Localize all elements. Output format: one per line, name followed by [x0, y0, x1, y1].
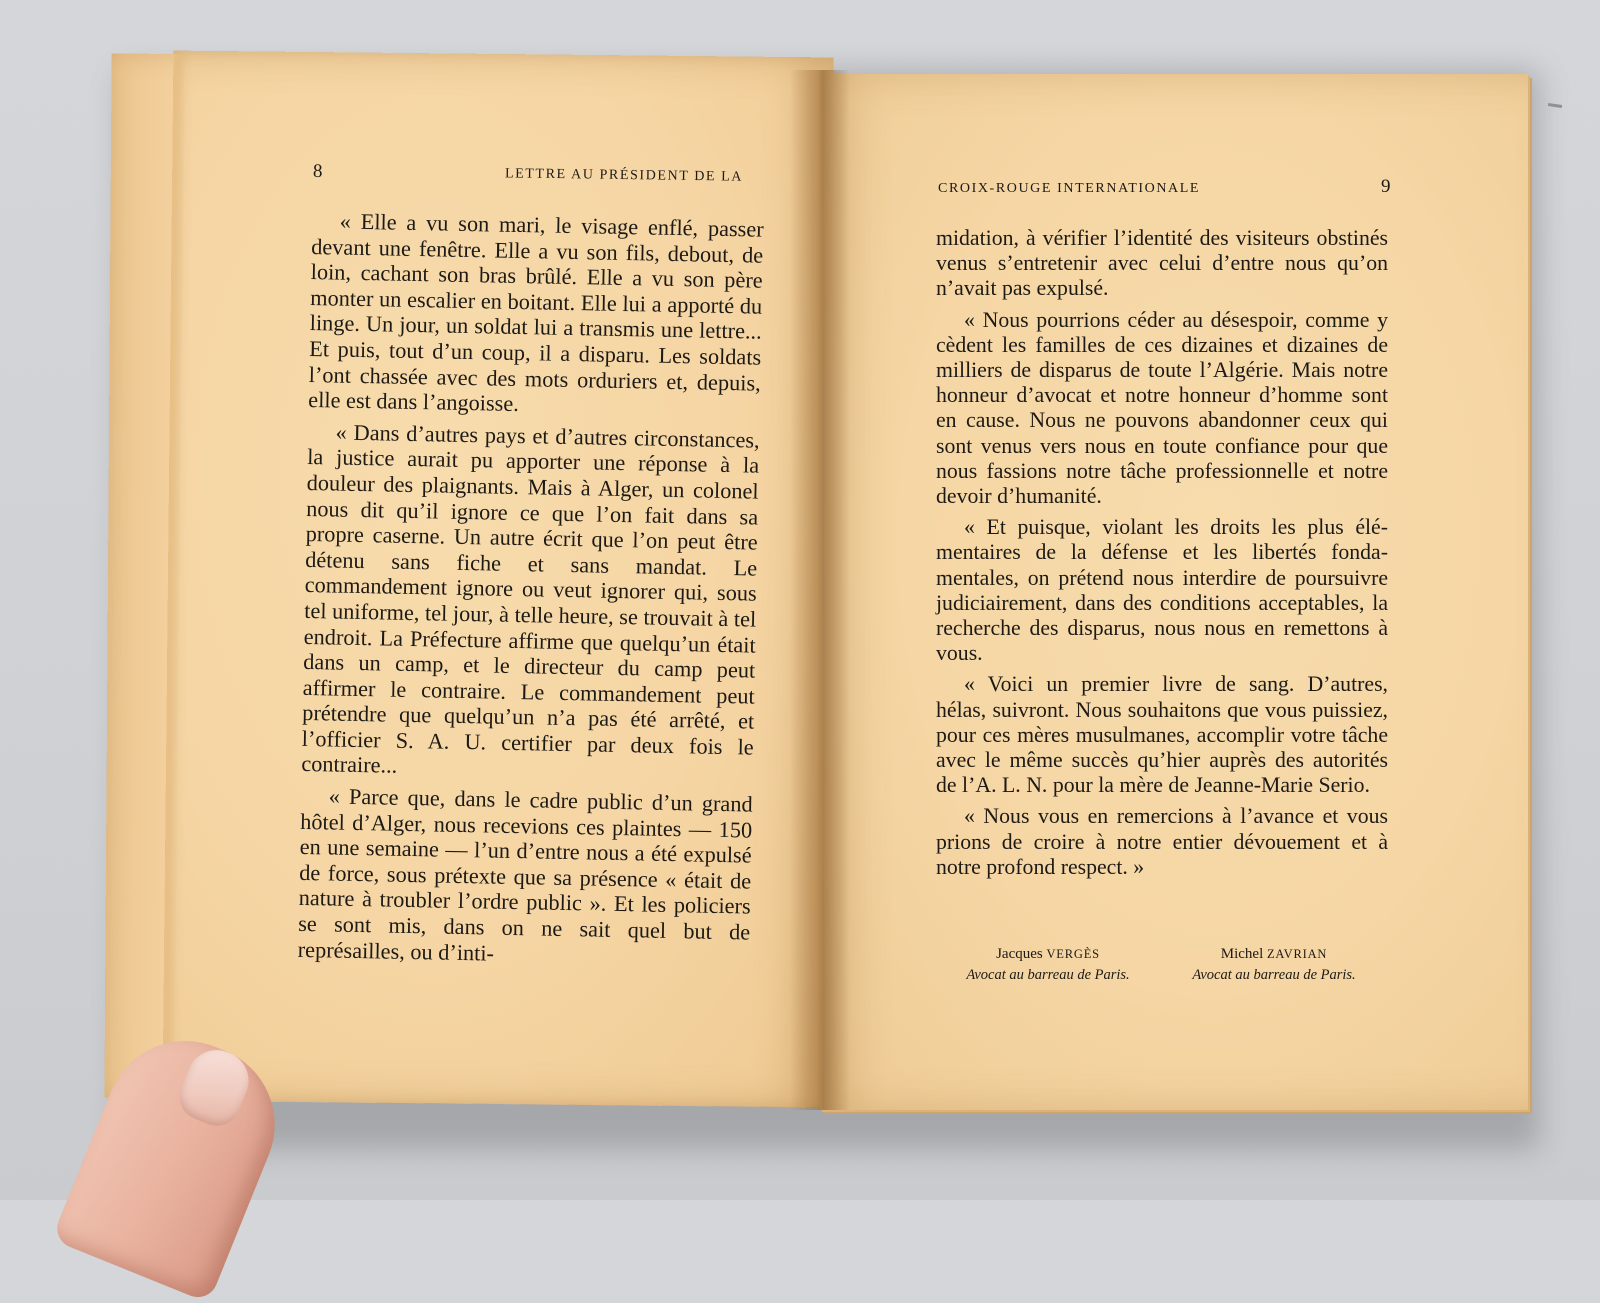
- signature-2: [1162, 943, 1386, 985]
- right-paragraph-4: « Voici un premier livre de sang. D’autres, hélas, suivront. Nous souhaitons que vous puissiez, pour ces mères musulmanes, accomplir votre tâche avec le même succès qu’hier auprès des autorités de l’A. L. N. pour la mère de Jeanne-Marie Serio.: [936, 672, 1388, 798]
- signature-name: [1162, 943, 1386, 965]
- signature-surname: VERGÈS: [1046, 947, 1100, 961]
- left-paragraph-2: « Dans d’autres pays et d’autres circonstances, la justice aurait pu apporter une réponse à la douleur des plaignants. Mais à Alger, un colonel nous dit qu’il ignore ce que l’on fait dans sa propre caserne. Un autre écrit que l’on peut être détenu sans fiche et sans mandat. Le commandement ignore ou veut ignorer qui, sous tel uniforme, tel jour, à telle heure, se trouvait à tel endroit. La Préfecture affirme que quelqu’un était dans un camp, et le directeur du camp peut affirmer le contraire. Le commandement peut prétendre que quelqu’un n’a pas été arrêté, et l’officier S. A. U. certifier par deux fois le contraire...: [301, 419, 760, 779]
- right-paragraph-2: « Nous pourrions céder au désespoir, comme y cèdent les familles de ces dizaines et dizaines de milliers de disparus de toute l’Algérie. Mais notre honneur d’avocat et notre honneur d’homme sont en cause. Nous ne pouvons abandonner ceux qui sont venus vers nous en toute confiance pour que nous fassions notre tâche professionnelle et notre devoir d’humanité.: [936, 307, 1388, 509]
- right-paragraph-3: « Et puisque, violant les droits les plus élémentaires de la défense et les libertés fondamentales, on prétend nous interdire de poursuivre judiciairement, dans des conditions acceptables, la recherche des disparus, nous nous en remettons à vous.: [936, 515, 1388, 666]
- signature-surname: ZAVRIAN: [1267, 947, 1328, 961]
- right-paragraph-1: midation, à vérifier l’identité des visiteurs obstinés venus s’entretenir avec celui d’entre nous qu’on n’avait pas expulsé.: [936, 226, 1388, 301]
- background-mark: [1548, 103, 1562, 108]
- right-running-head: CROIX-ROUGE INTERNATIONALE: [938, 181, 1201, 196]
- signature-title: Avocat au barreau de Paris.: [966, 967, 1130, 983]
- right-page-number: 9: [1381, 176, 1391, 197]
- left-page-number: 8: [312, 160, 323, 183]
- left-running-head: LETTRE AU PRÉSIDENT DE LA: [504, 166, 744, 185]
- left-paragraph-3: « Parce que, dans le cadre public d’un grand hôtel d’Alger, nous recevions ces plaintes — 150 en une semaine — l’un d’entre nous a été expulsé de force, sous prétexte que sa présence « était de nature à troubler l’ordre public ». Et les policiers se sont mis, dans on ne sait quel but de représailles, ou d’inti-: [297, 783, 753, 966]
- right-paragraph-5: « Nous vous en remercions à l’avance et vous prions de croire à notre entier dévouement et à notre profond respect. »: [936, 804, 1388, 879]
- signatures: [936, 943, 1386, 985]
- signature-first-name: Jacques: [996, 946, 1043, 962]
- signature-1: [936, 943, 1160, 985]
- right-page-body: [936, 226, 1388, 886]
- book-gutter: [790, 70, 850, 1110]
- signature-name: [936, 943, 1160, 965]
- left-page-body: [297, 208, 764, 977]
- left-paragraph-1: « Elle a vu son mari, le visage enflé, passer devant une fenêtre. Elle a vu son fils, debout, de loin, cachant son bras brûlé. Elle a vu son père monter un escalier en boitant. Elle lui a apporté du linge. Un jour, un soldat lui a transmis une lettre... Et puis, tout d’un coup, il a disparu. Les soldats l’ont chassée avec des mots orduriers et, depuis, elle est dans l’angoisse.: [308, 208, 764, 417]
- signature-first-name: Michel: [1220, 946, 1264, 962]
- signature-title: Avocat au barreau de Paris.: [1192, 967, 1356, 983]
